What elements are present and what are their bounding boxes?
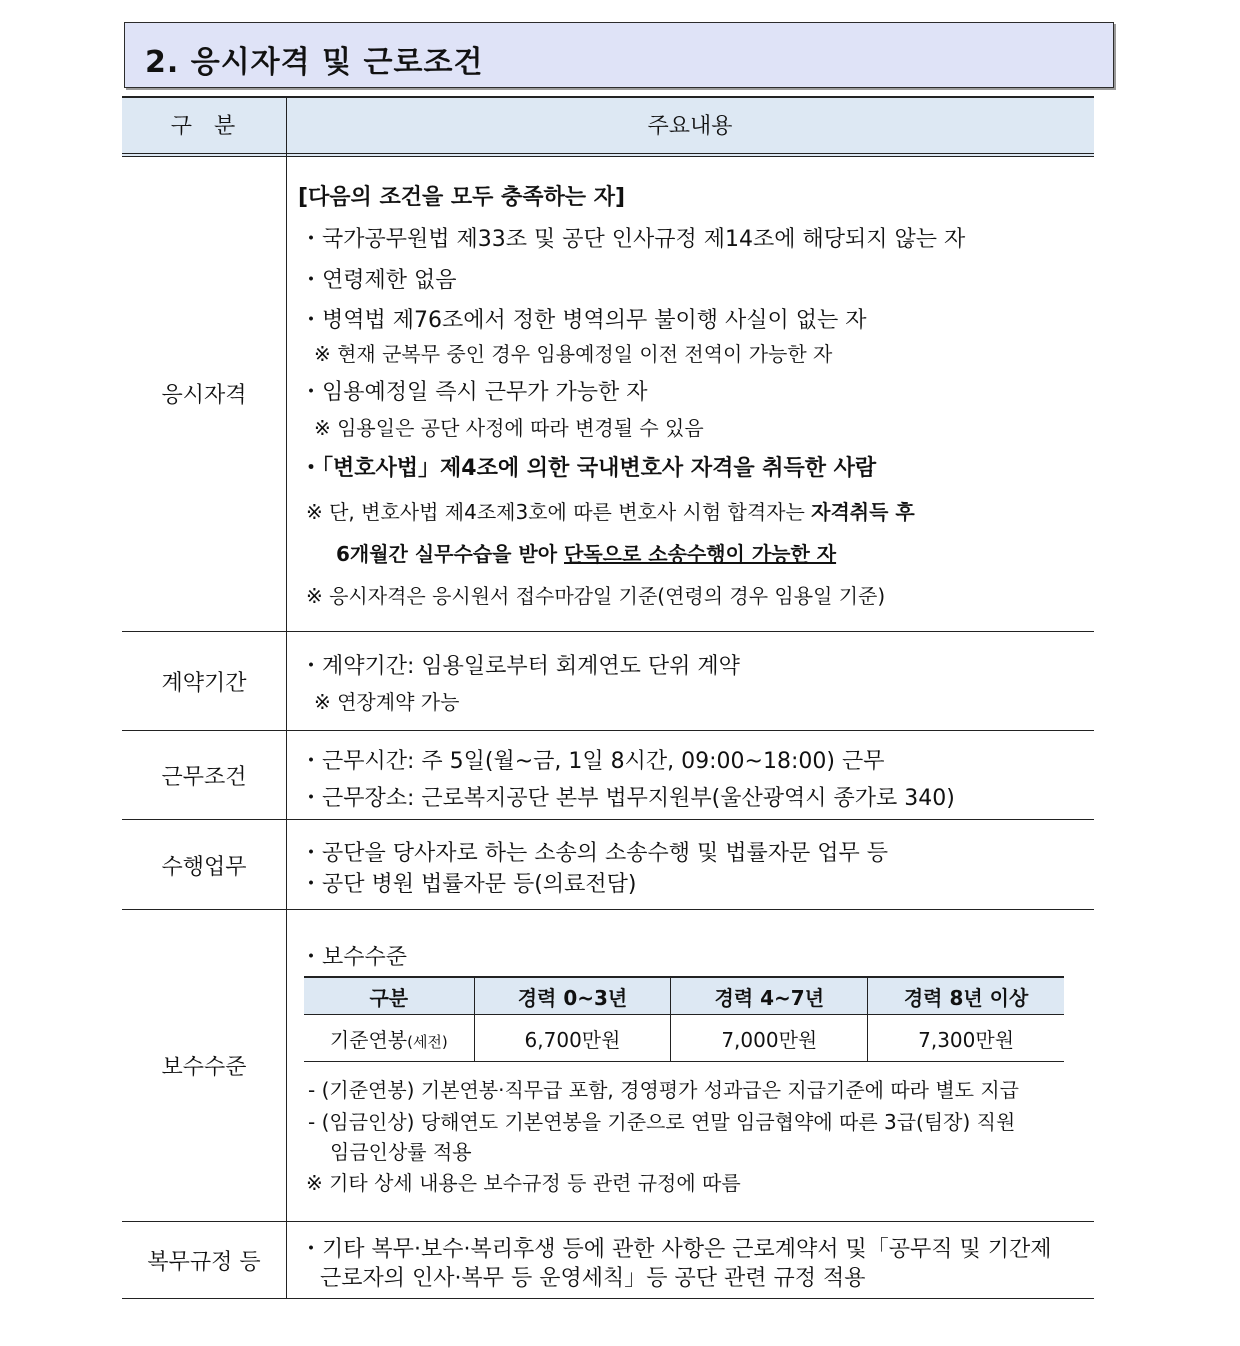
service-label: 복무규정 등 — [147, 1250, 261, 1275]
work-item: ・근무장소: 근로복지공단 본부 법무지원부(울산광역시 종가로 340) — [300, 786, 955, 811]
qualification-label: 응시자격 — [161, 383, 247, 408]
qualification-note: ※ 단, 변호사법 제4조제3호에 따른 변호사 시험 합격자는 자격취득 후 — [306, 500, 915, 524]
section-title: 2. 응시자격 및 근로조건 — [145, 45, 484, 80]
pay-value: 7,300만원 — [868, 1015, 1064, 1062]
qualification-item: ・병역법 제76조에서 정한 병역의무 불이행 사실이 없는 자 — [300, 308, 867, 333]
header-category: 구분 — [170, 114, 258, 139]
contract-label: 계약기간 — [161, 671, 247, 696]
table-row — [304, 1015, 1064, 1062]
qualification-item: ・임용예정일 즉시 근무가 가능한 자 — [300, 380, 648, 405]
pay-table-header: 경력 8년 이상 — [868, 977, 1064, 1015]
duty-item: ・공단 병원 법률자문 등(의료전담) — [300, 872, 637, 897]
row-divider — [122, 819, 1094, 820]
work-label: 근무조건 — [161, 765, 247, 790]
header-divider — [122, 153, 1094, 157]
table-bottom-border — [122, 1298, 1094, 1299]
pay-table — [304, 976, 1064, 1062]
pay-detail: - (기준연봉) 기본연봉·직무급 포함, 경영평가 성과급은 지급기준에 따라 별도 지급 — [308, 1078, 1019, 1102]
pay-table-header: 경력 0~3년 — [474, 977, 671, 1015]
qualification-item: ・「변호사법」제4조에 의한 국내변호사 자격을 취득한 사람 — [300, 456, 877, 481]
pay-table-header: 구분 — [304, 977, 474, 1015]
work-item: ・근무시간: 주 5일(월~금, 1일 8시간, 09:00~18:00) 근무 — [300, 749, 885, 774]
contract-item: ・계약기간: 임용일로부터 회계연도 단위 계약 — [300, 654, 740, 679]
section-title-box — [124, 22, 1114, 88]
qualification-item: ・연령제한 없음 — [300, 268, 457, 293]
contract-note: ※ 연장계약 가능 — [314, 690, 460, 714]
pay-detail-cont: 임금인상률 적용 — [330, 1140, 472, 1164]
row-divider — [122, 631, 1094, 632]
qualification-heading: [다음의 조건을 모두 충족하는 자] — [298, 185, 626, 210]
service-item-cont: 근로자의 인사·복무 등 운영세칙」등 공단 관련 규정 적용 — [320, 1266, 866, 1291]
pay-row-label: 기준연봉(세전) — [304, 1015, 474, 1062]
table-row — [304, 977, 1064, 1015]
service-item: ・기타 복무·보수·복리후생 등에 관한 사항은 근로계약서 및「공무직 및 기간제 — [300, 1237, 1052, 1262]
table-header — [122, 96, 1094, 156]
header-content: 주요내용 — [647, 114, 733, 139]
row-divider — [122, 909, 1094, 910]
qualification-note: ※ 현재 군복무 중인 경우 임용예정일 이전 전역이 가능한 자 — [314, 342, 833, 366]
pay-note: ※ 기타 상세 내용은 보수규정 등 관련 규정에 따름 — [306, 1171, 741, 1195]
pay-label: 보수수준 — [161, 1055, 247, 1080]
qualification-item: ・국가공무원법 제33조 및 공단 인사규정 제14조에 해당되지 않는 자 — [300, 227, 966, 252]
duty-label: 수행업무 — [161, 855, 247, 880]
pay-table-header: 경력 4~7년 — [671, 977, 868, 1015]
pay-detail: - (임금인상) 당해연도 기본연봉을 기준으로 연말 임금협약에 따른 3급(팀장) 직원 — [308, 1110, 1016, 1134]
pay-value: 7,000만원 — [671, 1015, 868, 1062]
row-divider — [122, 1221, 1094, 1222]
pay-item: ・보수수준 — [300, 945, 408, 970]
pay-value: 6,700만원 — [474, 1015, 671, 1062]
qualification-note: ※ 응시자격은 응시원서 접수마감일 기준(연령의 경우 임용일 기준) — [306, 584, 886, 608]
row-divider — [122, 730, 1094, 731]
duty-item: ・공단을 당사자로 하는 소송의 소송수행 및 법률자문 업무 등 — [300, 841, 888, 866]
qualification-note-cont: 6개월간 실무수습을 받아 단독으로 소송수행이 가능한 자 — [336, 542, 837, 566]
column-divider — [286, 98, 287, 1298]
qualification-note: ※ 임용일은 공단 사정에 따라 변경될 수 있음 — [314, 416, 704, 440]
